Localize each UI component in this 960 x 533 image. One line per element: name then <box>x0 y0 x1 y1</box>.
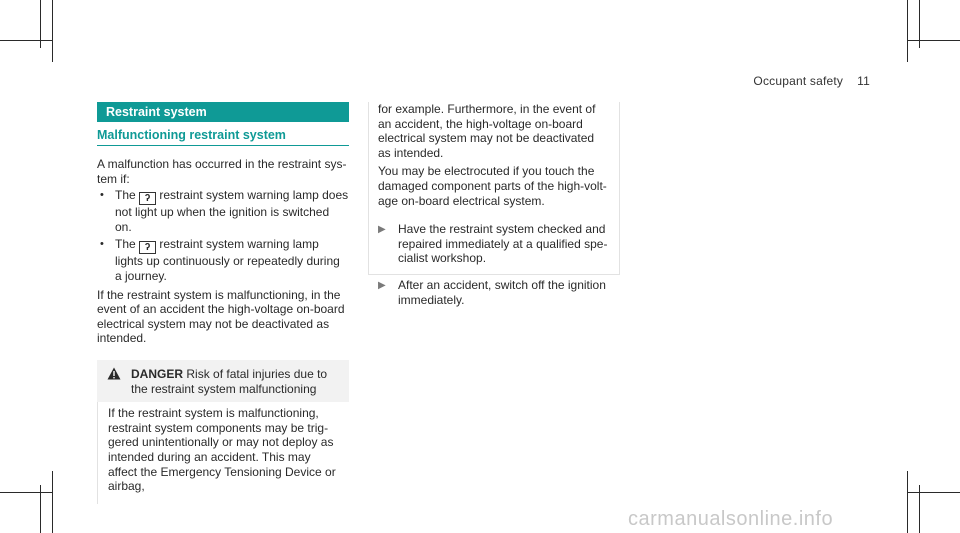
section-title: Restraint system <box>97 102 349 122</box>
page-header <box>753 74 870 88</box>
right-column <box>368 102 620 307</box>
restraint-warning-lamp-icon: ʔ <box>139 192 156 205</box>
restraint-warning-lamp-icon: ʔ <box>139 241 156 254</box>
crop-mark <box>907 471 908 533</box>
subheading: Malfunctioning restraint system <box>97 128 349 146</box>
crop-mark <box>907 492 960 493</box>
crop-mark <box>52 471 53 533</box>
crop-mark <box>0 492 52 493</box>
bullet-dot-icon: • <box>100 238 104 251</box>
watermark: carmanualsonline.info <box>628 508 834 530</box>
body-paragraph: You may be electrocuted if you touch the damaged component parts of the high-volt-age on-board electrical system. <box>378 164 607 208</box>
danger-label: DANGER <box>131 366 184 381</box>
arrow-right-icon: ▶ <box>378 279 386 291</box>
arrow-right-icon: ▶ <box>378 224 386 236</box>
continued-paragraph: for example. Furthermore, in the event of an accident, the high-voltage on-board electrical system may not be deactivated as intended. <box>378 102 596 160</box>
instruction-step: ▶ After an accident, switch off the ignition immediately. <box>378 277 606 307</box>
danger-box <box>97 360 349 402</box>
page-number: 11 <box>857 74 870 88</box>
list-item: • The ʔ restraint system warning lamp does not light up when the ignition is switched on. <box>100 188 349 234</box>
bullet-dot-icon: • <box>100 189 104 202</box>
section-name: Occupant safety <box>753 74 844 88</box>
list-item: • The ʔ restraint system warning lamp lights up continuously or repeatedly during a journey. <box>100 237 340 283</box>
danger-headline: Risk of fatal injuries due to the restraint system malfunctioning <box>131 366 328 396</box>
crop-mark <box>52 0 53 62</box>
crop-mark <box>907 0 908 62</box>
body-paragraph: If the restraint system is malfunctioning, in the event of an accident the high-voltage on-board electrical system may not be deactivated as intended. <box>97 287 345 346</box>
crop-mark <box>907 40 960 41</box>
crop-mark <box>0 40 52 41</box>
left-column <box>97 102 349 504</box>
danger-body: If the restraint system is malfunctioning, restraint system components may be trig-gered unintentionally or may not deploy as intended during an accident. This may affect the Emergency Tensioning Device or airbag, <box>97 402 349 504</box>
intro-text: A malfunction has occurred in the restraint sys- tem if: <box>97 157 347 186</box>
instruction-step: ▶ Have the restraint system checked and repaired immediately at a qualified spe-cialist workshop. <box>378 222 608 266</box>
warning-triangle-icon <box>107 367 131 396</box>
bullet-list <box>97 188 349 283</box>
